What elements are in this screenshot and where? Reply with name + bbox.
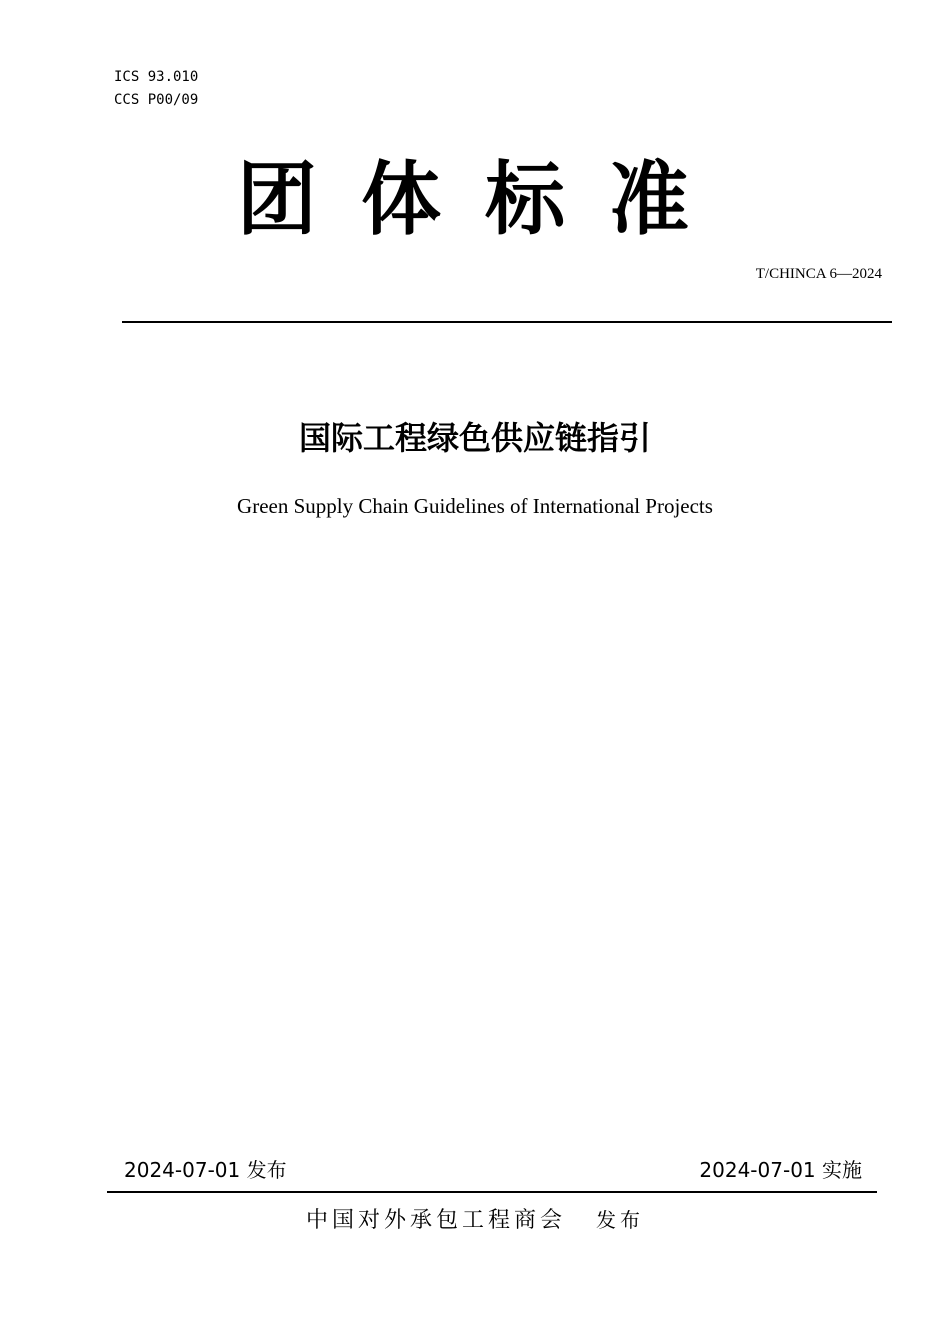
bottom-divider: [107, 1191, 877, 1193]
classification-codes: [114, 66, 198, 112]
ccs-code: CCS P00/09: [114, 92, 199, 108]
standard-number: T/CHINCA 6—2024: [755, 266, 882, 282]
document-type-heading: 团体标准: [237, 153, 733, 246]
issue-date: 2024-07-01 发布: [124, 1158, 287, 1182]
title-chinese: 国际工程绿色供应链指引: [298, 419, 651, 457]
top-divider: [122, 321, 892, 323]
ics-code: ICS 93.010: [114, 69, 199, 85]
publisher-line: [0, 1203, 950, 1238]
title-english: Green Supply Chain Guidelines of International Projects: [237, 494, 713, 518]
publisher-name: 中国对外承包工程商会: [305, 1208, 566, 1233]
publisher-action: 发布: [596, 1208, 644, 1232]
effective-date: 2024-07-01 实施: [699, 1158, 862, 1182]
